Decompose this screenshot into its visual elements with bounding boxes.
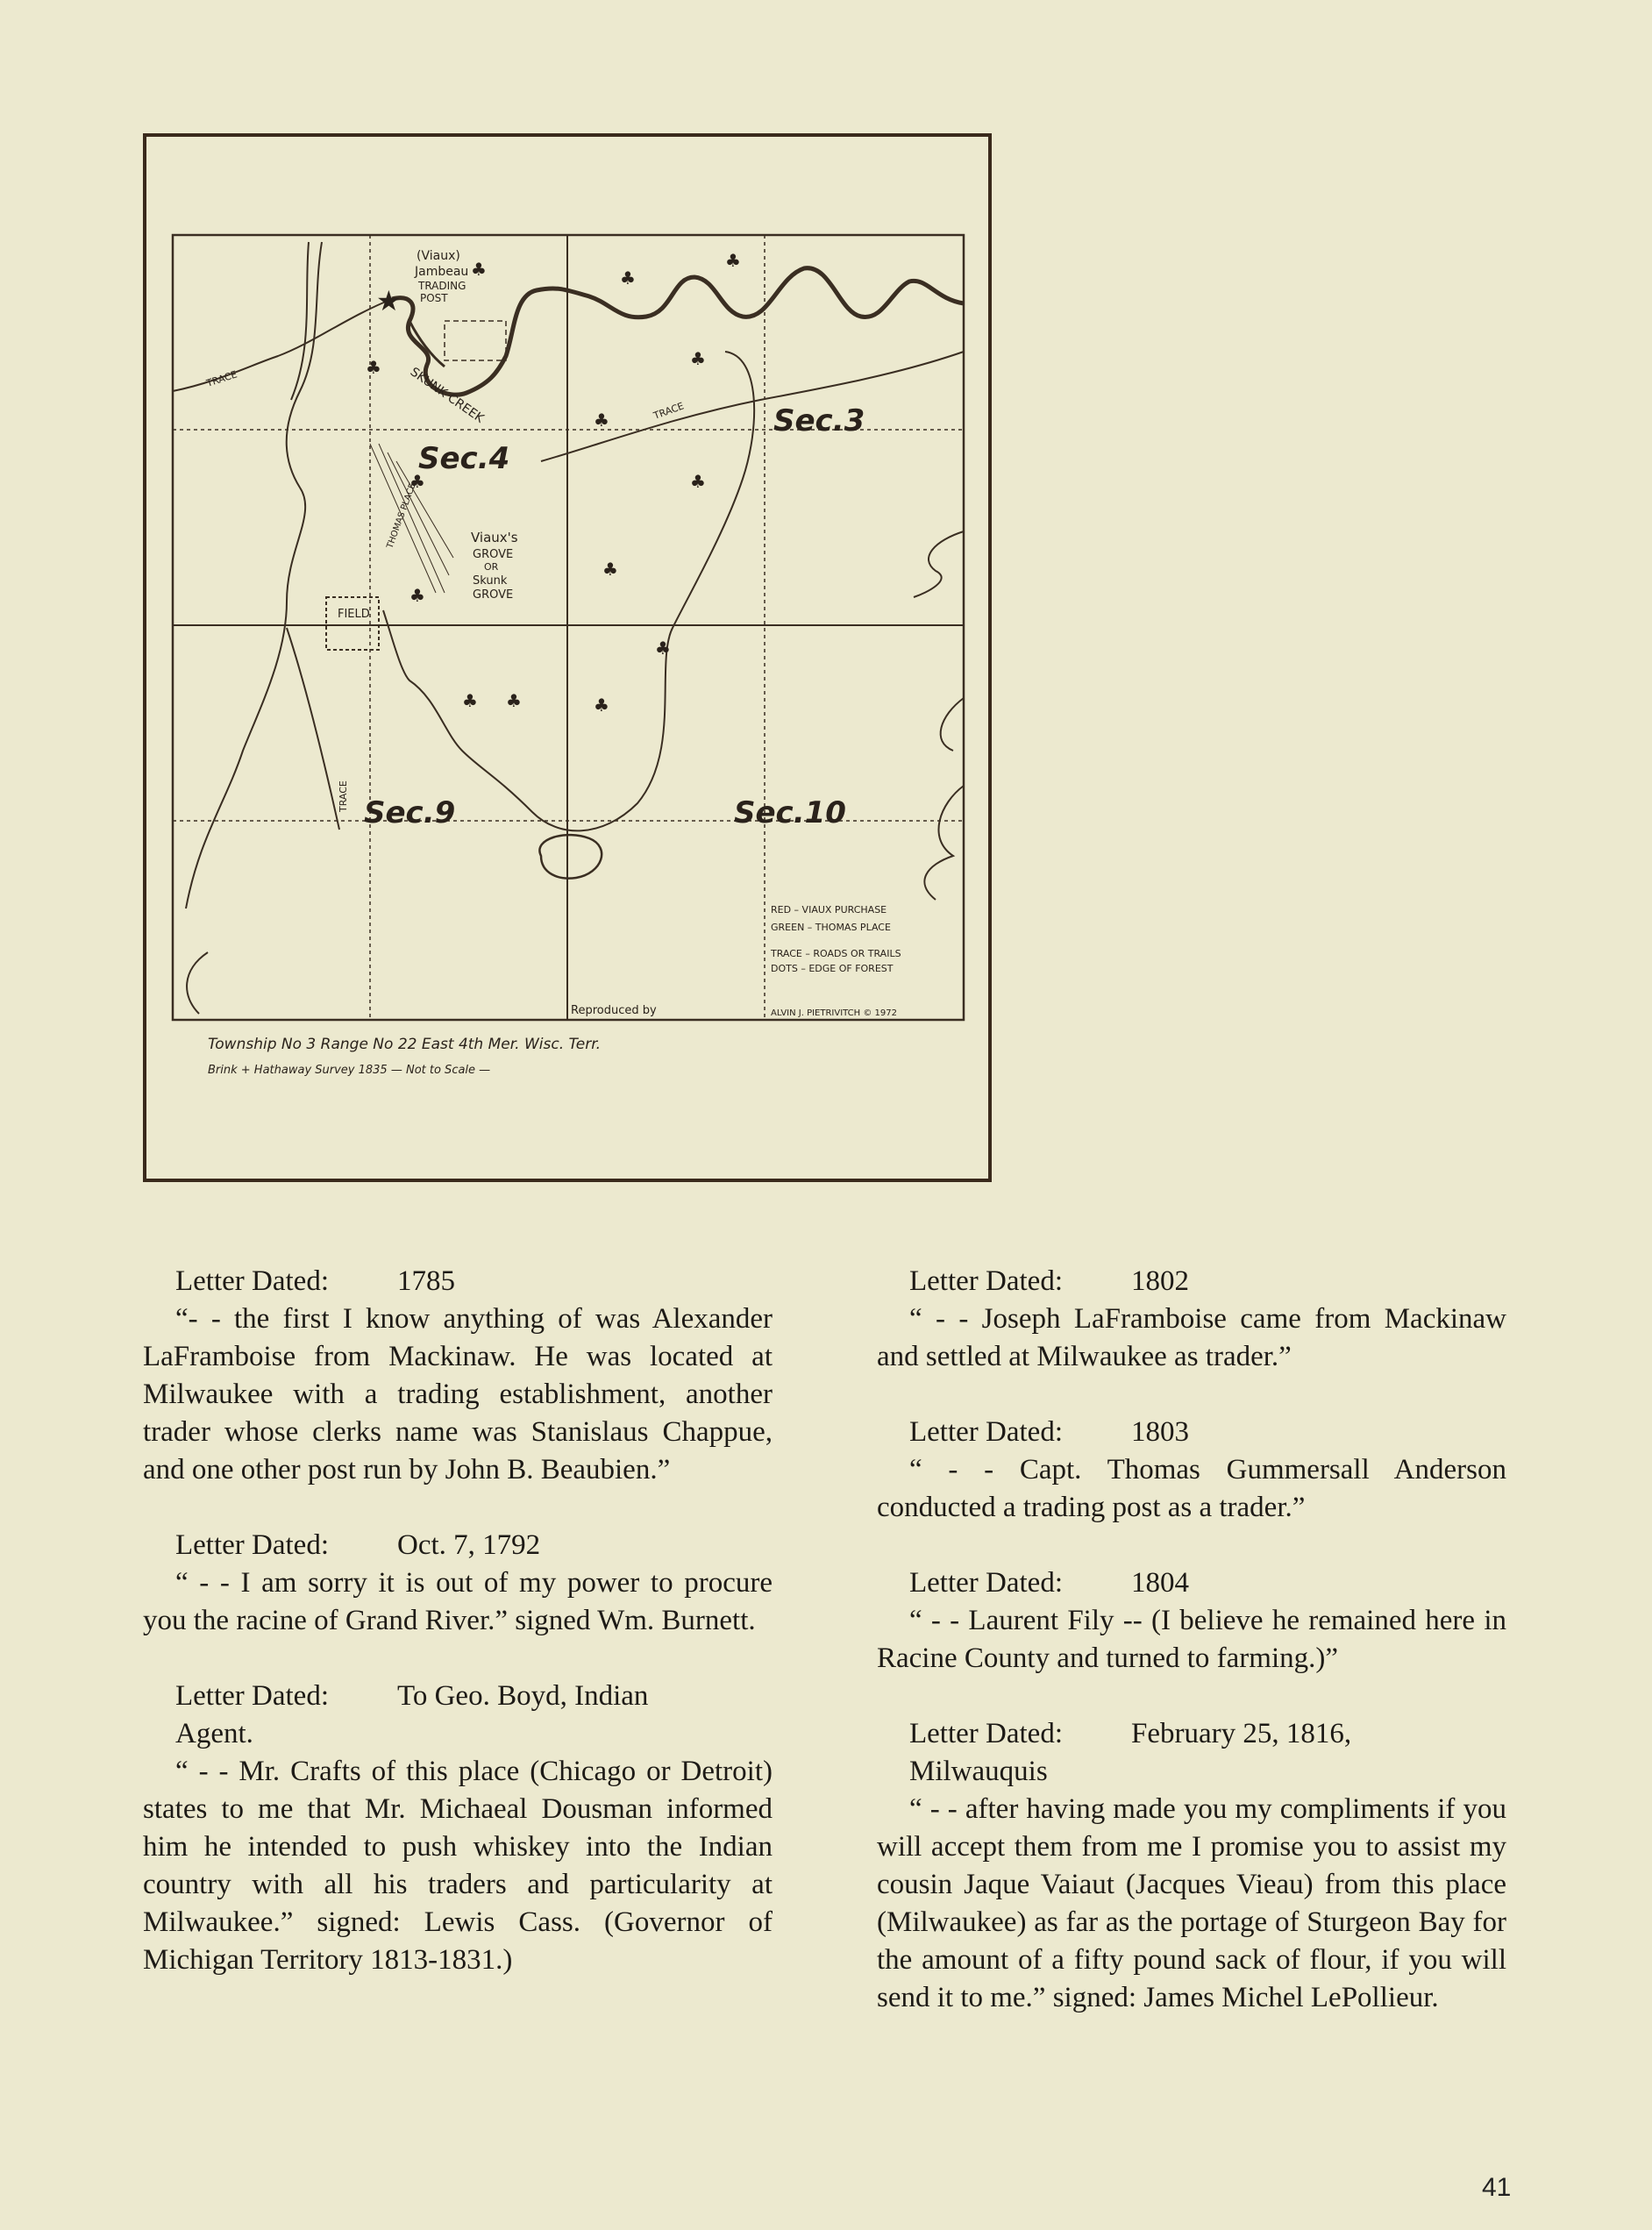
svg-text:♣: ♣ (506, 690, 522, 711)
letter-text: “- - the first I know anything of was Alexander LaFramboise from Mackinaw. He was located at Milwaukee with a trading establishment, another trader whose clerks name was Stanislaus Chappue, and one other post run by John B. Beaubien.” (143, 1303, 773, 1485)
letter-date-line (877, 1263, 1506, 1300)
letter-date-line (877, 1414, 1506, 1451)
letter-text: “ - - I am sorry it is out of my power to procure you the racine of Grand River.” signed Wm. Burnett. (143, 1567, 773, 1636)
letter-date: 1803 (1131, 1416, 1189, 1448)
letter-date-continued: Agent. (175, 1718, 253, 1749)
sec9-label: Sec.9 (364, 795, 456, 830)
letter-label: Letter Dated: (909, 1718, 1063, 1749)
letter-entry (877, 1715, 1506, 2017)
grove-label-1: Viaux's (471, 530, 518, 545)
letter-label: Letter Dated: (175, 1265, 329, 1297)
legend-2: GREEN – THOMAS PLACE (771, 922, 891, 933)
svg-text:♣: ♣ (594, 410, 609, 431)
svg-text:♣: ♣ (366, 357, 381, 378)
creek-label: SKUNK CREEK (407, 365, 487, 426)
letter-label: Letter Dated: (175, 1680, 329, 1712)
letter-date: 1804 (1131, 1567, 1189, 1599)
letter-entry (877, 1564, 1506, 1678)
forest-edge (383, 352, 754, 830)
svg-text:♣: ♣ (462, 690, 478, 711)
legend-3: TRACE – ROADS OR TRAILS (771, 948, 901, 959)
letter-text: “ - - Joseph LaFramboise came from Mackinaw and settled at Milwaukee as trader.” (877, 1303, 1506, 1372)
letter-text: “ - - Laurent Fily -- (I believe he remained here in Racine County and turned to farming.)” (877, 1605, 1506, 1674)
sec4-label: Sec.4 (418, 441, 510, 476)
svg-text:♣: ♣ (594, 695, 609, 716)
grove-label-3: OR (484, 561, 499, 573)
letter-label: Letter Dated: (175, 1529, 329, 1561)
trace-label-1: TRACE (204, 368, 239, 389)
map-figure (143, 133, 992, 1182)
letter-text: “ - - after having made you my compliments if you will accept them from me I promise you to assist my cousin Jaque Vaiaut (Jacques Vieau) from this place (Milwaukee) as far as the portage of Sturgeon Bay for the amount of a fifty pound sack of flour, if you will send it to me.” signed: James Michel LePollieur. (877, 1793, 1506, 2013)
letter-date-line (143, 1678, 773, 1715)
caption-line-2: Brink + Hathaway Survey 1835 — Not to Scale — (208, 1064, 491, 1077)
grove-label-2: GROVE (473, 548, 514, 561)
post-label-3: TRADING (418, 280, 466, 292)
legend-1: RED – VIAUX PURCHASE (771, 904, 887, 916)
letter-entry (143, 1678, 773, 1979)
svg-text:♣: ♣ (409, 471, 425, 492)
letter-entry (877, 1263, 1506, 1376)
caption-line-1: Township No 3 Range No 22 East 4th Mer. Wisc. Terr. (208, 1036, 602, 1053)
letter-date: To Geo. Boyd, Indian (397, 1680, 649, 1712)
letter-date: 1802 (1131, 1265, 1189, 1297)
page-number: 41 (1482, 2173, 1512, 2202)
trace-label-2: TRACE (652, 400, 686, 422)
letter-entry (143, 1263, 773, 1489)
svg-text:♣: ♣ (690, 471, 706, 492)
letter-label: Letter Dated: (909, 1567, 1063, 1599)
svg-text:♣: ♣ (471, 259, 487, 280)
letter-text: “ - - Mr. Crafts of this place (Chicago or Detroit) states to me that Mr. Michaeal Dousman informed him he intended to push whiskey into the Indian country with all his traders and particularity at Milwaukee.” signed: Lewis Cass. (Governor of Michigan Territory 1813-1831.) (143, 1756, 773, 1976)
right-column (877, 1263, 1506, 2055)
svg-text:♣: ♣ (409, 585, 425, 606)
letter-label: Letter Dated: (909, 1416, 1063, 1448)
field-label: FIELD (338, 608, 370, 621)
thomas-place-label: THOMAS PLACE (385, 481, 418, 551)
legend-4: DOTS – EDGE OF FOREST (771, 963, 894, 974)
letter-text: “ - - Capt. Thomas Gummersall Anderson conducted a trading post as a trader.” (877, 1454, 1506, 1523)
letter-date-continued: Milwauquis (909, 1756, 1048, 1787)
letter-entry (877, 1414, 1506, 1527)
field (326, 597, 379, 650)
letter-date-line (143, 1527, 773, 1564)
sec3-label: Sec.3 (773, 403, 865, 438)
letter-date-line (877, 1564, 1506, 1602)
letter-date: February 25, 1816, (1131, 1718, 1352, 1749)
grove-label-5: GROVE (473, 588, 514, 602)
post-label-4: POST (420, 292, 448, 304)
svg-text:♣: ♣ (655, 638, 671, 659)
reproduced-by: Reproduced by (571, 1004, 657, 1017)
svg-text:♣: ♣ (690, 348, 706, 369)
svg-text:♣: ♣ (602, 559, 618, 580)
letter-date: 1785 (397, 1265, 455, 1297)
pond (539, 835, 602, 879)
svg-text:♣: ♣ (725, 250, 741, 271)
trace-label-3: TRACE (338, 780, 349, 812)
letter-date-line (143, 1263, 773, 1300)
svg-text:♣: ♣ (620, 267, 636, 289)
post-label-2: Jambeau (415, 265, 469, 279)
map-legend (770, 904, 901, 974)
letter-date: Oct. 7, 1792 (397, 1529, 541, 1561)
post-label-1: (Viaux) (417, 249, 460, 263)
letter-label: Letter Dated: (909, 1265, 1063, 1297)
sec10-label: Sec.10 (734, 795, 846, 830)
map-credit: ALVIN J. PIETRIVITCH © 1972 (771, 1008, 897, 1018)
trace-east (541, 352, 964, 461)
trace-north (173, 299, 392, 391)
svg-text:★: ★ (376, 284, 402, 317)
grove-label-4: Skunk (473, 574, 508, 588)
left-column (143, 1263, 773, 2017)
letter-date-line (877, 1715, 1506, 1753)
letter-entry (143, 1527, 773, 1640)
township-map (146, 137, 988, 1179)
